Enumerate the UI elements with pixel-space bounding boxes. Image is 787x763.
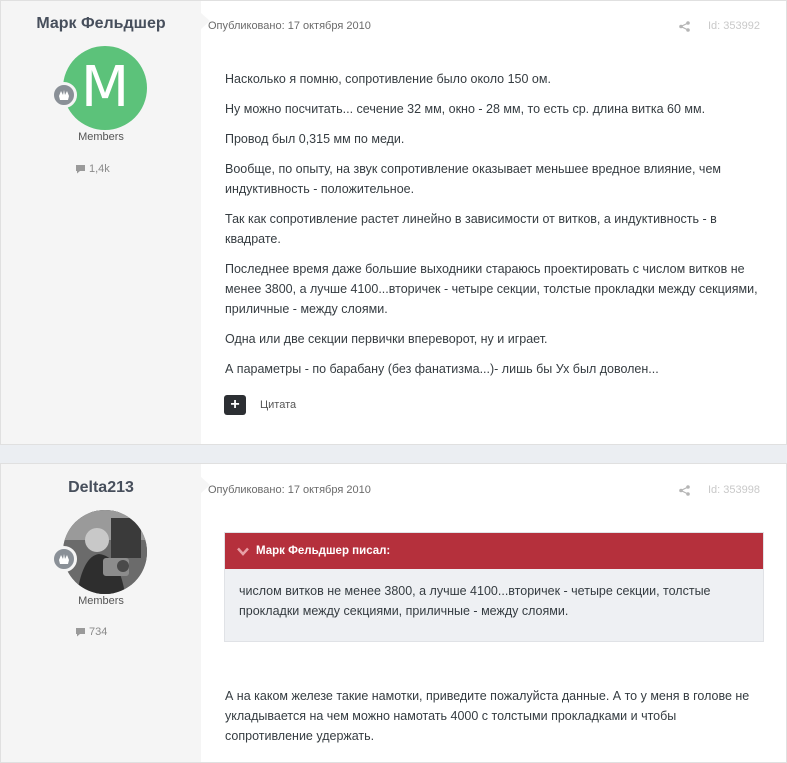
paragraph: Насколько я помню, сопротивление было около 150 ом. — [225, 72, 551, 86]
paragraph: Одна или две секции первички впереворот, ну и играет. — [225, 332, 548, 346]
avatar-letter: M — [63, 46, 147, 130]
rank-badge-icon — [51, 82, 77, 108]
post-id: Id: 353992 — [708, 20, 760, 32]
post-id: Id: 353998 — [708, 484, 760, 496]
comment-icon — [75, 627, 86, 637]
author-panel — [1, 1, 201, 444]
quote-header[interactable] — [225, 533, 763, 569]
plus-icon[interactable]: + — [224, 395, 246, 415]
reputation-count — [75, 163, 110, 175]
post-content — [225, 686, 765, 756]
member-group: Members — [78, 595, 124, 607]
quote-button[interactable]: Цитата — [260, 399, 297, 411]
avatar-photo — [63, 510, 147, 594]
share-icon[interactable] — [679, 21, 690, 32]
author-name[interactable]: Марк Фельдшер — [36, 15, 166, 32]
author-panel — [1, 464, 201, 762]
share-icon[interactable] — [679, 485, 690, 496]
paragraph: А на каком железе такие намотки, приведите пожалуйста данные. А то у меня в голове не укладывается на чем можно намотать 4000 с толстыми прокладками и чтобы сопротивление удержать. — [225, 689, 750, 743]
quote-author: Марк Фельдшер писал: — [256, 545, 391, 557]
avatar[interactable] — [63, 510, 147, 594]
paragraph: Ну можно посчитать... сечение 32 мм, окно - 28 мм, то есть ср. длина витка 60 мм. — [225, 102, 706, 116]
paragraph: Провод был 0,315 мм по меди. — [225, 132, 405, 146]
paragraph: А параметры - по барабану (без фанатизма...)- лишь бы Ух был доволен... — [225, 362, 659, 376]
post-date[interactable]: Опубликовано: 17 октября 2010 — [208, 20, 371, 32]
quote-block — [224, 532, 764, 642]
reputation-value: 1,4k — [89, 163, 110, 175]
paragraph: Так как сопротивление растет линейно в зависимости от витков, а индуктивность - в квадрате. — [225, 212, 717, 246]
member-group: Members — [78, 131, 124, 143]
avatar[interactable] — [63, 46, 147, 130]
comment-icon — [75, 164, 86, 174]
reputation-count — [75, 626, 107, 638]
quote-action — [224, 395, 296, 415]
chevron-down-icon — [237, 547, 249, 556]
reputation-value: 734 — [89, 626, 108, 638]
post-content — [225, 69, 765, 389]
paragraph: Последнее время даже большие выходники стараюсь проектировать с числом витков не менее 3800, а лучше 4100...вторичек - четыре секции, толстые прокладки между секциями, приличные - между слоями. — [225, 262, 758, 316]
author-name[interactable]: Delta213 — [68, 479, 134, 496]
quote-body: числом витков не менее 3800, а лучше 4100...вторичек - четыре секции, толстые прокладки между секциями, приличные - между слоями. — [239, 584, 711, 618]
post-date[interactable]: Опубликовано: 17 октября 2010 — [208, 484, 371, 496]
rank-badge-icon — [51, 546, 77, 572]
paragraph: Вообще, по опыту, на звук сопротивление оказывает меньшее вредное влияние, чем индуктивность - положительное. — [225, 162, 721, 196]
